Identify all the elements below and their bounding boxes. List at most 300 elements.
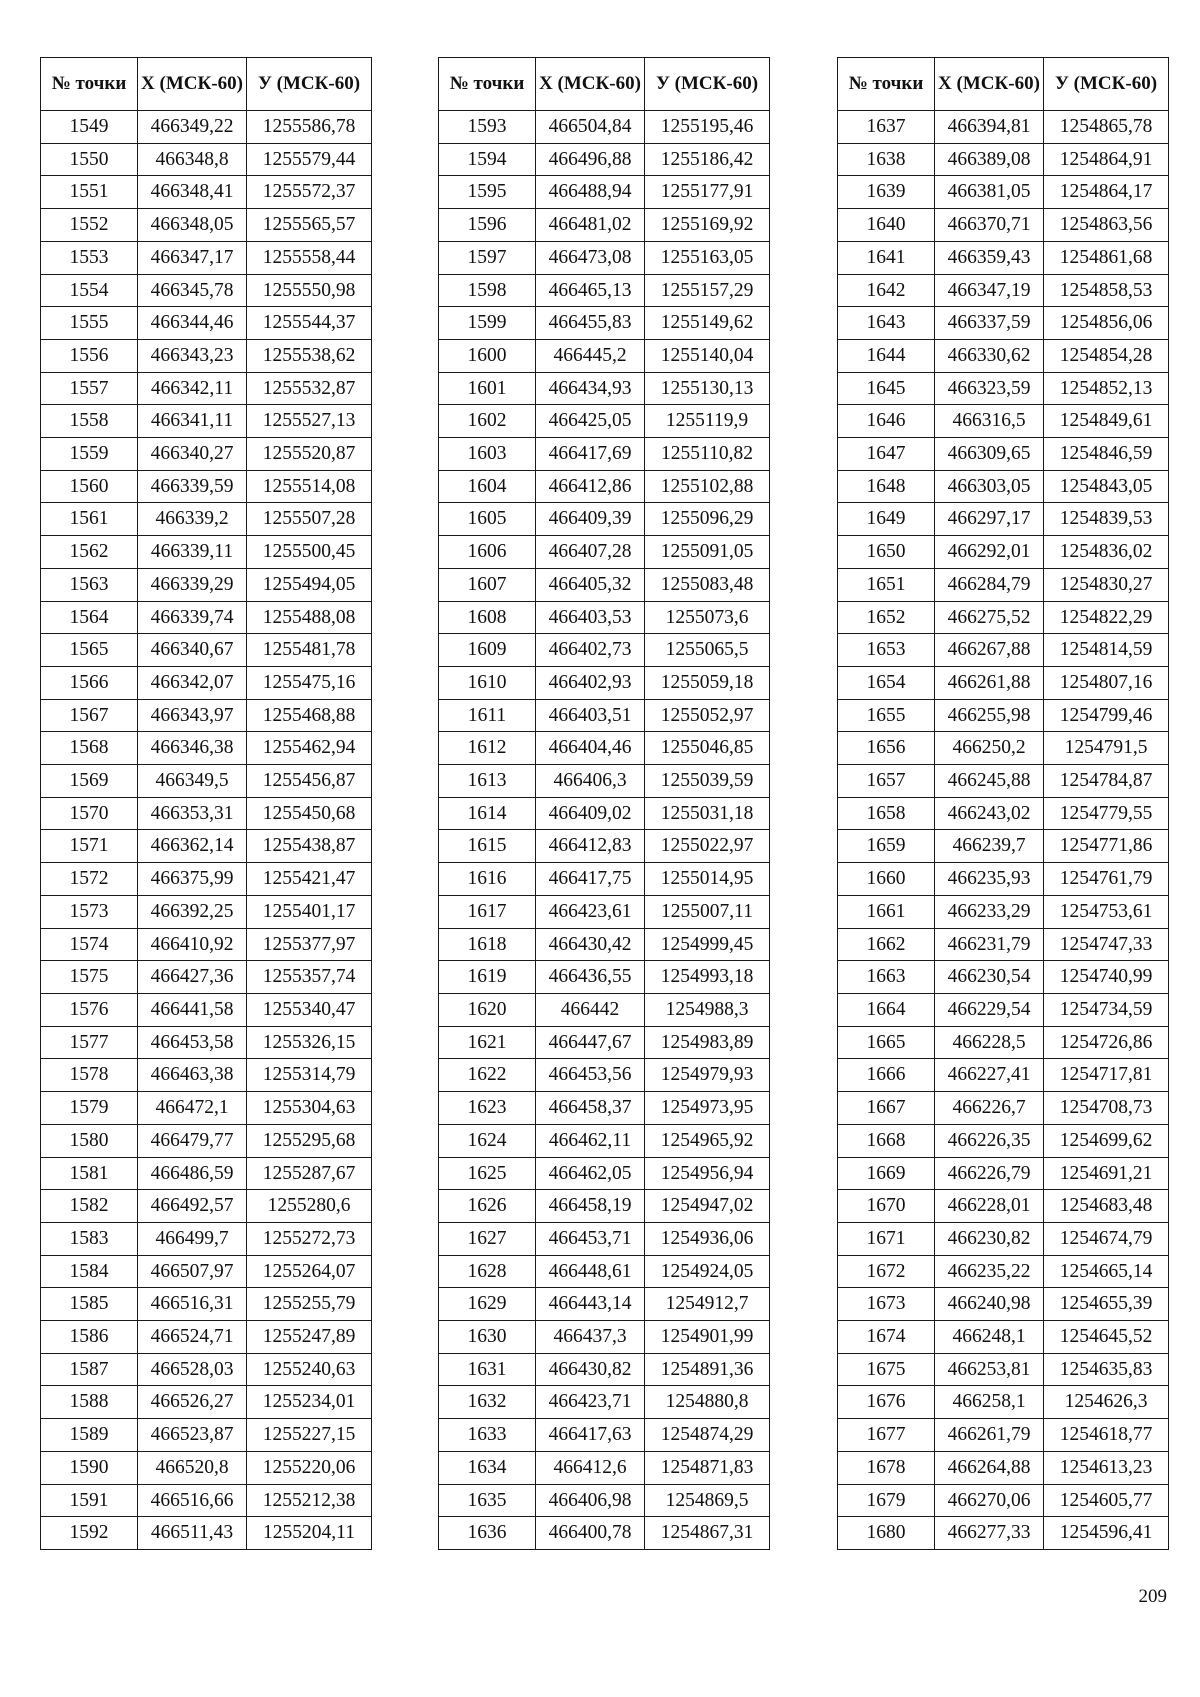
y-coordinate-cell: 1255295,68	[247, 1124, 372, 1157]
x-coordinate-cell: 466340,27	[138, 438, 247, 471]
table-row	[41, 634, 372, 667]
y-coordinate-cell: 1254849,61	[1044, 405, 1169, 438]
y-coordinate-cell: 1254858,53	[1044, 274, 1169, 307]
x-coordinate-cell: 466343,97	[138, 699, 247, 732]
x-coordinate-cell: 466250,2	[935, 732, 1044, 765]
y-coordinate-cell: 1254912,7	[645, 1288, 770, 1321]
table-row	[41, 601, 372, 634]
point-number-cell: 1657	[838, 765, 935, 798]
point-number-cell: 1566	[41, 666, 138, 699]
x-coordinate-cell: 466430,42	[536, 928, 645, 961]
y-coordinate-cell: 1254761,79	[1044, 863, 1169, 896]
point-number-cell: 1639	[838, 176, 935, 209]
point-number-cell: 1661	[838, 895, 935, 928]
x-coordinate-cell: 466337,59	[935, 307, 1044, 340]
point-number-cell: 1614	[439, 797, 536, 830]
point-number-cell: 1611	[439, 699, 536, 732]
point-number-cell: 1602	[439, 405, 536, 438]
y-coordinate-cell: 1254596,41	[1044, 1517, 1169, 1550]
point-number-cell: 1630	[439, 1321, 536, 1354]
point-number-cell: 1584	[41, 1255, 138, 1288]
table-row	[41, 993, 372, 1026]
table-row	[439, 1190, 770, 1223]
table-row	[439, 111, 770, 144]
x-coordinate-cell: 466442	[536, 993, 645, 1026]
table-row	[838, 732, 1169, 765]
y-coordinate-cell: 1255163,05	[645, 241, 770, 274]
table-header-row	[838, 58, 1169, 111]
point-number-cell: 1648	[838, 470, 935, 503]
point-number-cell: 1587	[41, 1353, 138, 1386]
point-number-cell: 1563	[41, 568, 138, 601]
table-row	[838, 1190, 1169, 1223]
y-coordinate-cell: 1254645,52	[1044, 1321, 1169, 1354]
table-row	[439, 274, 770, 307]
x-coordinate-cell: 466453,56	[536, 1059, 645, 1092]
table-row	[838, 372, 1169, 405]
point-number-cell: 1662	[838, 928, 935, 961]
header-point-number: № точки	[838, 58, 935, 111]
y-coordinate-cell: 1254861,68	[1044, 241, 1169, 274]
y-coordinate-cell: 1255091,05	[645, 536, 770, 569]
header-x-coordinate: X (МСК-60)	[138, 58, 247, 111]
point-number-cell: 1629	[439, 1288, 536, 1321]
point-number-cell: 1579	[41, 1092, 138, 1125]
x-coordinate-cell: 466245,88	[935, 765, 1044, 798]
x-coordinate-cell: 466349,5	[138, 765, 247, 798]
y-coordinate-cell: 1255304,63	[247, 1092, 372, 1125]
y-coordinate-cell: 1254854,28	[1044, 339, 1169, 372]
y-coordinate-cell: 1255340,47	[247, 993, 372, 1026]
point-number-cell: 1553	[41, 241, 138, 274]
point-number-cell: 1623	[439, 1092, 536, 1125]
y-coordinate-cell: 1254983,89	[645, 1026, 770, 1059]
y-coordinate-cell: 1254708,73	[1044, 1092, 1169, 1125]
table-row	[838, 1517, 1169, 1550]
point-number-cell: 1627	[439, 1222, 536, 1255]
y-coordinate-cell: 1254635,83	[1044, 1353, 1169, 1386]
y-coordinate-cell: 1255377,97	[247, 928, 372, 961]
y-coordinate-cell: 1254839,53	[1044, 503, 1169, 536]
y-coordinate-cell: 1254947,02	[645, 1190, 770, 1223]
x-coordinate-cell: 466239,7	[935, 830, 1044, 863]
table-row	[41, 1124, 372, 1157]
x-coordinate-cell: 466425,05	[536, 405, 645, 438]
x-coordinate-cell: 466436,55	[536, 961, 645, 994]
x-coordinate-cell: 466235,22	[935, 1255, 1044, 1288]
x-coordinate-cell: 466233,29	[935, 895, 1044, 928]
y-coordinate-cell: 1255110,82	[645, 438, 770, 471]
y-coordinate-cell: 1255052,97	[645, 699, 770, 732]
x-coordinate-cell: 466407,28	[536, 536, 645, 569]
table-row	[838, 1353, 1169, 1386]
point-number-cell: 1588	[41, 1386, 138, 1419]
x-coordinate-cell: 466528,03	[138, 1353, 247, 1386]
y-coordinate-cell: 1254699,62	[1044, 1124, 1169, 1157]
point-number-cell: 1672	[838, 1255, 935, 1288]
point-number-cell: 1637	[838, 111, 935, 144]
x-coordinate-cell: 466226,79	[935, 1157, 1044, 1190]
point-number-cell: 1678	[838, 1451, 935, 1484]
point-number-cell: 1640	[838, 209, 935, 242]
point-number-cell: 1658	[838, 797, 935, 830]
point-number-cell: 1652	[838, 601, 935, 634]
y-coordinate-cell: 1255514,08	[247, 470, 372, 503]
table-row	[439, 1222, 770, 1255]
x-coordinate-cell: 466248,1	[935, 1321, 1044, 1354]
x-coordinate-cell: 466412,6	[536, 1451, 645, 1484]
point-number-cell: 1641	[838, 241, 935, 274]
table-row	[41, 274, 372, 307]
point-number-cell: 1600	[439, 339, 536, 372]
y-coordinate-cell: 1254717,81	[1044, 1059, 1169, 1092]
y-coordinate-cell: 1254924,05	[645, 1255, 770, 1288]
y-coordinate-cell: 1255538,62	[247, 339, 372, 372]
coordinate-table-2	[438, 57, 770, 1550]
y-coordinate-cell: 1255227,15	[247, 1419, 372, 1452]
table-row	[838, 111, 1169, 144]
point-number-cell: 1631	[439, 1353, 536, 1386]
x-coordinate-cell: 466292,01	[935, 536, 1044, 569]
x-coordinate-cell: 466410,92	[138, 928, 247, 961]
table-row	[838, 895, 1169, 928]
point-number-cell: 1581	[41, 1157, 138, 1190]
table-row	[41, 143, 372, 176]
x-coordinate-cell: 466303,05	[935, 470, 1044, 503]
x-coordinate-cell: 466462,05	[536, 1157, 645, 1190]
y-coordinate-cell: 1255039,59	[645, 765, 770, 798]
table-row	[41, 895, 372, 928]
x-coordinate-cell: 466455,83	[536, 307, 645, 340]
table-row	[838, 863, 1169, 896]
x-coordinate-cell: 466486,59	[138, 1157, 247, 1190]
point-number-cell: 1642	[838, 274, 935, 307]
point-number-cell: 1603	[439, 438, 536, 471]
y-coordinate-cell: 1255287,67	[247, 1157, 372, 1190]
table-row	[41, 438, 372, 471]
y-coordinate-cell: 1255130,13	[645, 372, 770, 405]
point-number-cell: 1555	[41, 307, 138, 340]
point-number-cell: 1582	[41, 1190, 138, 1223]
x-coordinate-cell: 466481,02	[536, 209, 645, 242]
x-coordinate-cell: 466417,63	[536, 1419, 645, 1452]
table-row	[41, 241, 372, 274]
point-number-cell: 1554	[41, 274, 138, 307]
point-number-cell: 1610	[439, 666, 536, 699]
x-coordinate-cell: 466488,94	[536, 176, 645, 209]
table-row	[838, 1124, 1169, 1157]
x-coordinate-cell: 466342,11	[138, 372, 247, 405]
table-row	[41, 765, 372, 798]
y-coordinate-cell: 1254605,77	[1044, 1484, 1169, 1517]
point-number-cell: 1654	[838, 666, 935, 699]
point-number-cell: 1626	[439, 1190, 536, 1223]
x-coordinate-cell: 466341,11	[138, 405, 247, 438]
table-row	[838, 274, 1169, 307]
table-row	[838, 339, 1169, 372]
x-coordinate-cell: 466348,41	[138, 176, 247, 209]
header-point-number: № точки	[439, 58, 536, 111]
point-number-cell: 1569	[41, 765, 138, 798]
x-coordinate-cell: 466339,2	[138, 503, 247, 536]
y-coordinate-cell: 1254846,59	[1044, 438, 1169, 471]
table-row	[439, 503, 770, 536]
y-coordinate-cell: 1254613,23	[1044, 1451, 1169, 1484]
point-number-cell: 1551	[41, 176, 138, 209]
x-coordinate-cell: 466516,31	[138, 1288, 247, 1321]
point-number-cell: 1634	[439, 1451, 536, 1484]
point-number-cell: 1597	[439, 241, 536, 274]
y-coordinate-cell: 1254973,95	[645, 1092, 770, 1125]
point-number-cell: 1653	[838, 634, 935, 667]
y-coordinate-cell: 1255220,06	[247, 1451, 372, 1484]
point-number-cell: 1619	[439, 961, 536, 994]
x-coordinate-cell: 466339,29	[138, 568, 247, 601]
x-coordinate-cell: 466226,7	[935, 1092, 1044, 1125]
point-number-cell: 1651	[838, 568, 935, 601]
table-row	[41, 732, 372, 765]
y-coordinate-cell: 1254753,61	[1044, 895, 1169, 928]
y-coordinate-cell: 1255212,38	[247, 1484, 372, 1517]
table-header-row	[41, 58, 372, 111]
y-coordinate-cell: 1254864,91	[1044, 143, 1169, 176]
table-row	[41, 699, 372, 732]
header-y-coordinate: У (МСК-60)	[645, 58, 770, 111]
y-coordinate-cell: 1255421,47	[247, 863, 372, 896]
x-coordinate-cell: 466458,19	[536, 1190, 645, 1223]
point-number-cell: 1570	[41, 797, 138, 830]
x-coordinate-cell: 466453,58	[138, 1026, 247, 1059]
table-row	[838, 536, 1169, 569]
coordinate-table-1	[40, 57, 372, 1550]
table-row	[41, 568, 372, 601]
y-coordinate-cell: 1255507,28	[247, 503, 372, 536]
y-coordinate-cell: 1254655,39	[1044, 1288, 1169, 1321]
x-coordinate-cell: 466345,78	[138, 274, 247, 307]
x-coordinate-cell: 466417,69	[536, 438, 645, 471]
point-number-cell: 1552	[41, 209, 138, 242]
x-coordinate-cell: 466255,98	[935, 699, 1044, 732]
x-coordinate-cell: 466348,8	[138, 143, 247, 176]
point-number-cell: 1667	[838, 1092, 935, 1125]
y-coordinate-cell: 1255083,48	[645, 568, 770, 601]
y-coordinate-cell: 1255565,57	[247, 209, 372, 242]
y-coordinate-cell: 1255264,07	[247, 1255, 372, 1288]
point-number-cell: 1646	[838, 405, 935, 438]
table-row	[439, 536, 770, 569]
y-coordinate-cell: 1255401,17	[247, 895, 372, 928]
point-number-cell: 1665	[838, 1026, 935, 1059]
y-coordinate-cell: 1254740,99	[1044, 961, 1169, 994]
y-coordinate-cell: 1254830,27	[1044, 568, 1169, 601]
table-row	[41, 1517, 372, 1550]
y-coordinate-cell: 1255532,87	[247, 372, 372, 405]
point-number-cell: 1676	[838, 1386, 935, 1419]
point-number-cell: 1586	[41, 1321, 138, 1354]
table-row	[439, 470, 770, 503]
x-coordinate-cell: 466344,46	[138, 307, 247, 340]
point-number-cell: 1605	[439, 503, 536, 536]
table-row	[41, 1484, 372, 1517]
y-coordinate-cell: 1254999,45	[645, 928, 770, 961]
point-number-cell: 1617	[439, 895, 536, 928]
y-coordinate-cell: 1255204,11	[247, 1517, 372, 1550]
table-row	[41, 1092, 372, 1125]
x-coordinate-cell: 466409,39	[536, 503, 645, 536]
y-coordinate-cell: 1255468,88	[247, 699, 372, 732]
point-number-cell: 1577	[41, 1026, 138, 1059]
y-coordinate-cell: 1255059,18	[645, 666, 770, 699]
point-number-cell: 1632	[439, 1386, 536, 1419]
table-row	[838, 699, 1169, 732]
table-row	[838, 209, 1169, 242]
table-row	[41, 503, 372, 536]
point-number-cell: 1572	[41, 863, 138, 896]
point-number-cell: 1550	[41, 143, 138, 176]
x-coordinate-cell: 466400,78	[536, 1517, 645, 1550]
x-coordinate-cell: 466526,27	[138, 1386, 247, 1419]
x-coordinate-cell: 466458,37	[536, 1092, 645, 1125]
point-number-cell: 1549	[41, 111, 138, 144]
point-number-cell: 1677	[838, 1419, 935, 1452]
x-coordinate-cell: 466496,88	[536, 143, 645, 176]
table-row	[838, 765, 1169, 798]
point-number-cell: 1679	[838, 1484, 935, 1517]
y-coordinate-cell: 1255494,05	[247, 568, 372, 601]
x-coordinate-cell: 466392,25	[138, 895, 247, 928]
table-row	[439, 241, 770, 274]
x-coordinate-cell: 466375,99	[138, 863, 247, 896]
y-coordinate-cell: 1254726,86	[1044, 1026, 1169, 1059]
table-row	[41, 1222, 372, 1255]
x-coordinate-cell: 466359,43	[935, 241, 1044, 274]
point-number-cell: 1585	[41, 1288, 138, 1321]
y-coordinate-cell: 1255007,11	[645, 895, 770, 928]
table-row	[838, 1288, 1169, 1321]
point-number-cell: 1616	[439, 863, 536, 896]
table-row	[41, 1026, 372, 1059]
x-coordinate-cell: 466348,05	[138, 209, 247, 242]
x-coordinate-cell: 466362,14	[138, 830, 247, 863]
table-row	[838, 307, 1169, 340]
x-coordinate-cell: 466445,2	[536, 339, 645, 372]
table-row	[838, 1092, 1169, 1125]
table-row	[439, 732, 770, 765]
table-row	[41, 209, 372, 242]
point-number-cell: 1593	[439, 111, 536, 144]
y-coordinate-cell: 1254852,13	[1044, 372, 1169, 405]
x-coordinate-cell: 466229,54	[935, 993, 1044, 1026]
point-number-cell: 1635	[439, 1484, 536, 1517]
x-coordinate-cell: 466264,88	[935, 1451, 1044, 1484]
y-coordinate-cell: 1255240,63	[247, 1353, 372, 1386]
y-coordinate-cell: 1255481,78	[247, 634, 372, 667]
table-row	[41, 1451, 372, 1484]
y-coordinate-cell: 1254747,33	[1044, 928, 1169, 961]
x-coordinate-cell: 466463,38	[138, 1059, 247, 1092]
x-coordinate-cell: 466349,22	[138, 111, 247, 144]
point-number-cell: 1615	[439, 830, 536, 863]
point-number-cell: 1561	[41, 503, 138, 536]
table-row	[439, 1157, 770, 1190]
x-coordinate-cell: 466240,98	[935, 1288, 1044, 1321]
table-row	[838, 1255, 1169, 1288]
y-coordinate-cell: 1254863,56	[1044, 209, 1169, 242]
x-coordinate-cell: 466504,84	[536, 111, 645, 144]
x-coordinate-cell: 466297,17	[935, 503, 1044, 536]
y-coordinate-cell: 1255450,68	[247, 797, 372, 830]
header-y-coordinate: У (МСК-60)	[247, 58, 372, 111]
point-number-cell: 1650	[838, 536, 935, 569]
point-number-cell: 1660	[838, 863, 935, 896]
point-number-cell: 1592	[41, 1517, 138, 1550]
table-row	[41, 1288, 372, 1321]
y-coordinate-cell: 1254956,94	[645, 1157, 770, 1190]
y-coordinate-cell: 1255119,9	[645, 405, 770, 438]
y-coordinate-cell: 1255149,62	[645, 307, 770, 340]
table-row	[838, 1484, 1169, 1517]
x-coordinate-cell: 466406,3	[536, 765, 645, 798]
point-number-cell: 1601	[439, 372, 536, 405]
y-coordinate-cell: 1255247,89	[247, 1321, 372, 1354]
point-number-cell: 1671	[838, 1222, 935, 1255]
table-row	[838, 1386, 1169, 1419]
point-number-cell: 1647	[838, 438, 935, 471]
x-coordinate-cell: 466284,79	[935, 568, 1044, 601]
y-coordinate-cell: 1254936,06	[645, 1222, 770, 1255]
y-coordinate-cell: 1254965,92	[645, 1124, 770, 1157]
y-coordinate-cell: 1255031,18	[645, 797, 770, 830]
x-coordinate-cell: 466316,5	[935, 405, 1044, 438]
point-number-cell: 1668	[838, 1124, 935, 1157]
x-coordinate-cell: 466448,61	[536, 1255, 645, 1288]
point-number-cell: 1633	[439, 1419, 536, 1452]
table-row	[838, 1419, 1169, 1452]
table-row	[41, 961, 372, 994]
coordinate-table-3	[837, 57, 1169, 1550]
x-coordinate-cell: 466479,77	[138, 1124, 247, 1157]
y-coordinate-cell: 1254843,05	[1044, 470, 1169, 503]
y-coordinate-cell: 1255272,73	[247, 1222, 372, 1255]
point-number-cell: 1618	[439, 928, 536, 961]
table-row	[838, 1321, 1169, 1354]
point-number-cell: 1670	[838, 1190, 935, 1223]
y-coordinate-cell: 1255550,98	[247, 274, 372, 307]
y-coordinate-cell: 1255544,37	[247, 307, 372, 340]
table-row	[439, 1353, 770, 1386]
point-number-cell: 1628	[439, 1255, 536, 1288]
table-row	[439, 1059, 770, 1092]
header-x-coordinate: X (МСК-60)	[935, 58, 1044, 111]
point-number-cell: 1663	[838, 961, 935, 994]
table-row	[41, 1419, 372, 1452]
y-coordinate-cell: 1254836,02	[1044, 536, 1169, 569]
point-number-cell: 1599	[439, 307, 536, 340]
table-row	[838, 1059, 1169, 1092]
point-number-cell: 1575	[41, 961, 138, 994]
table-row	[41, 1321, 372, 1354]
table-row	[439, 666, 770, 699]
point-number-cell: 1589	[41, 1419, 138, 1452]
x-coordinate-cell: 466516,66	[138, 1484, 247, 1517]
point-number-cell: 1583	[41, 1222, 138, 1255]
table-row	[838, 830, 1169, 863]
point-number-cell: 1574	[41, 928, 138, 961]
y-coordinate-cell: 1254791,5	[1044, 732, 1169, 765]
x-coordinate-cell: 466389,08	[935, 143, 1044, 176]
table-row	[439, 699, 770, 732]
table-row	[439, 797, 770, 830]
